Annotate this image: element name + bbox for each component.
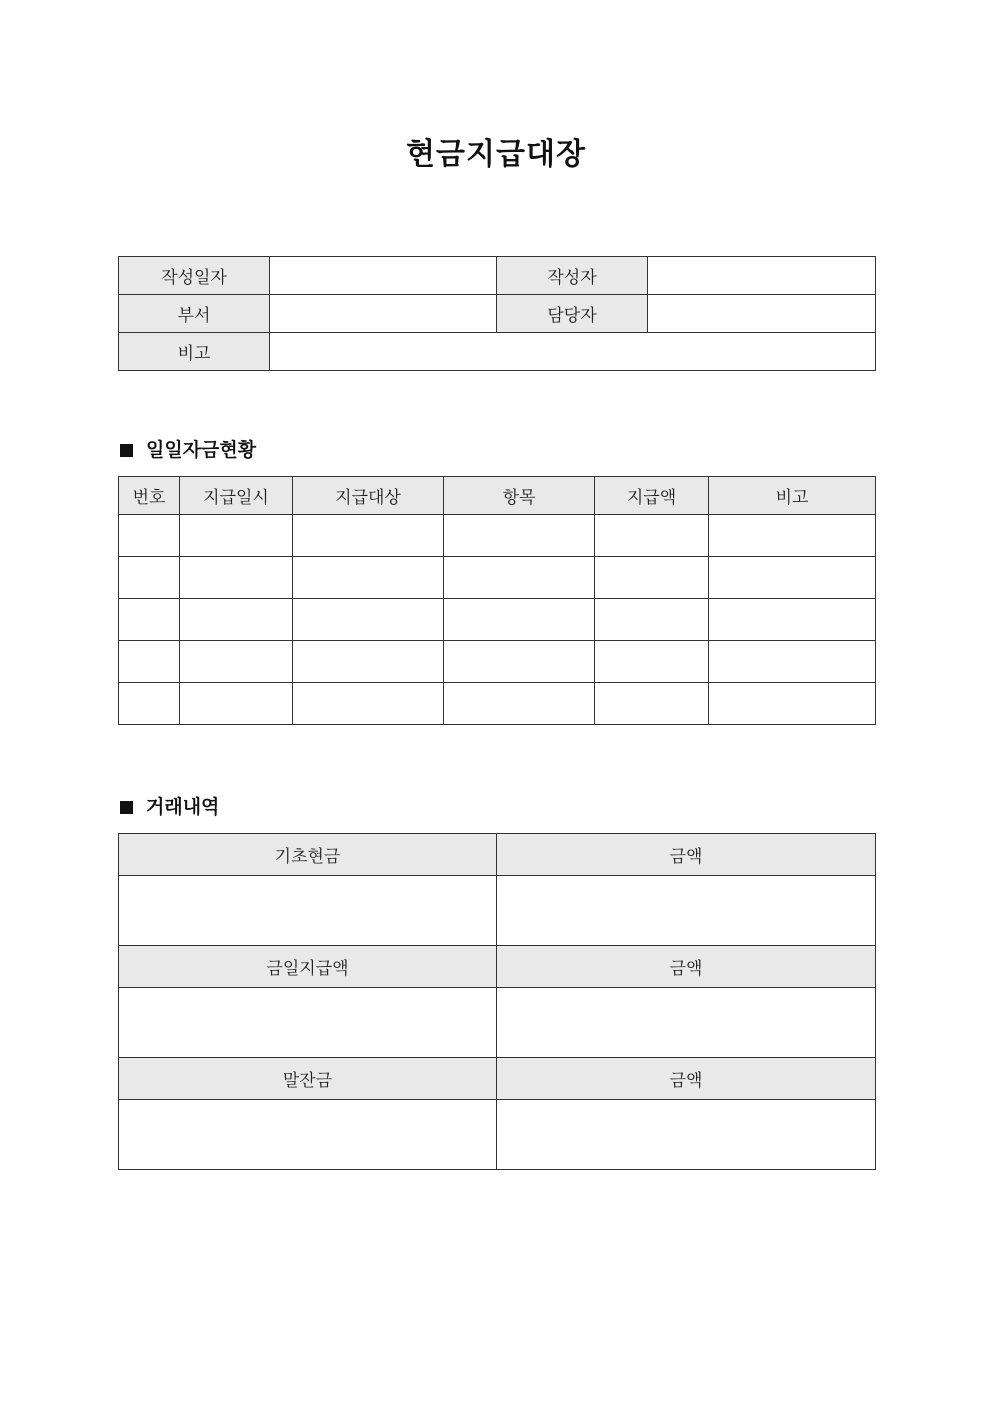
date-field[interactable] xyxy=(270,257,497,295)
table-cell[interactable] xyxy=(180,641,293,683)
table-cell[interactable] xyxy=(595,557,709,599)
table-cell[interactable] xyxy=(293,599,444,641)
opening-cash-amount-field[interactable] xyxy=(497,876,876,946)
info-table xyxy=(118,256,876,371)
column-header: 번호 xyxy=(119,477,180,515)
date-label: 작성일자 xyxy=(119,257,270,295)
table-row xyxy=(119,599,876,641)
opening-cash-label: 기초현금 xyxy=(119,834,497,876)
section-title-text: 거래내역 xyxy=(146,796,220,818)
closing-balance-field[interactable] xyxy=(119,1100,497,1170)
column-header: 비고 xyxy=(709,477,876,515)
table-row xyxy=(119,641,876,683)
table-cell[interactable] xyxy=(709,641,876,683)
author-label: 작성자 xyxy=(497,257,648,295)
table-cell[interactable] xyxy=(180,599,293,641)
column-header: 지급액 xyxy=(595,477,709,515)
today-payment-amount-field[interactable] xyxy=(497,988,876,1058)
column-header: 지급대상 xyxy=(293,477,444,515)
amount-label: 금액 xyxy=(497,1058,876,1100)
dept-field[interactable] xyxy=(270,295,497,333)
author-field[interactable] xyxy=(648,257,876,295)
section-title-text: 일일자금현황 xyxy=(146,439,257,461)
table-cell[interactable] xyxy=(119,557,180,599)
table-cell[interactable] xyxy=(119,683,180,725)
amount-label: 금액 xyxy=(497,834,876,876)
table-row xyxy=(119,683,876,725)
table-cell[interactable] xyxy=(180,515,293,557)
manager-label: 담당자 xyxy=(497,295,648,333)
table-cell[interactable] xyxy=(709,557,876,599)
table-row xyxy=(119,557,876,599)
table-cell[interactable] xyxy=(444,557,595,599)
square-bullet-icon xyxy=(120,444,133,457)
table-cell[interactable] xyxy=(119,515,180,557)
transactions-table xyxy=(118,833,876,1170)
remark-field[interactable] xyxy=(270,333,876,371)
column-header: 항목 xyxy=(444,477,595,515)
remark-label: 비고 xyxy=(119,333,270,371)
daily-funds-table xyxy=(118,476,876,725)
table-cell[interactable] xyxy=(595,641,709,683)
table-cell[interactable] xyxy=(180,557,293,599)
square-bullet-icon xyxy=(120,801,133,814)
table-cell[interactable] xyxy=(293,557,444,599)
opening-cash-field[interactable] xyxy=(119,876,497,946)
table-row xyxy=(119,515,876,557)
table-cell[interactable] xyxy=(293,515,444,557)
table-cell[interactable] xyxy=(444,599,595,641)
manager-field[interactable] xyxy=(648,295,876,333)
closing-balance-amount-field[interactable] xyxy=(497,1100,876,1170)
table-cell[interactable] xyxy=(293,641,444,683)
table-cell[interactable] xyxy=(119,641,180,683)
table-cell[interactable] xyxy=(595,599,709,641)
amount-label: 금액 xyxy=(497,946,876,988)
table-cell[interactable] xyxy=(119,599,180,641)
table-cell[interactable] xyxy=(293,683,444,725)
table-cell[interactable] xyxy=(709,683,876,725)
table-cell[interactable] xyxy=(709,515,876,557)
closing-balance-label: 말잔금 xyxy=(119,1058,497,1100)
table-cell[interactable] xyxy=(444,683,595,725)
table-cell[interactable] xyxy=(180,683,293,725)
section-title-daily xyxy=(118,437,256,463)
table-cell[interactable] xyxy=(444,641,595,683)
today-payment-label: 금일지급액 xyxy=(119,946,497,988)
document-title: 현금지급대장 xyxy=(406,137,586,172)
table-cell[interactable] xyxy=(595,683,709,725)
table-cell[interactable] xyxy=(444,515,595,557)
table-cell[interactable] xyxy=(595,515,709,557)
table-cell[interactable] xyxy=(709,599,876,641)
column-header: 지급일시 xyxy=(180,477,293,515)
section-title-transactions xyxy=(118,794,219,820)
dept-label: 부서 xyxy=(119,295,270,333)
today-payment-field[interactable] xyxy=(119,988,497,1058)
